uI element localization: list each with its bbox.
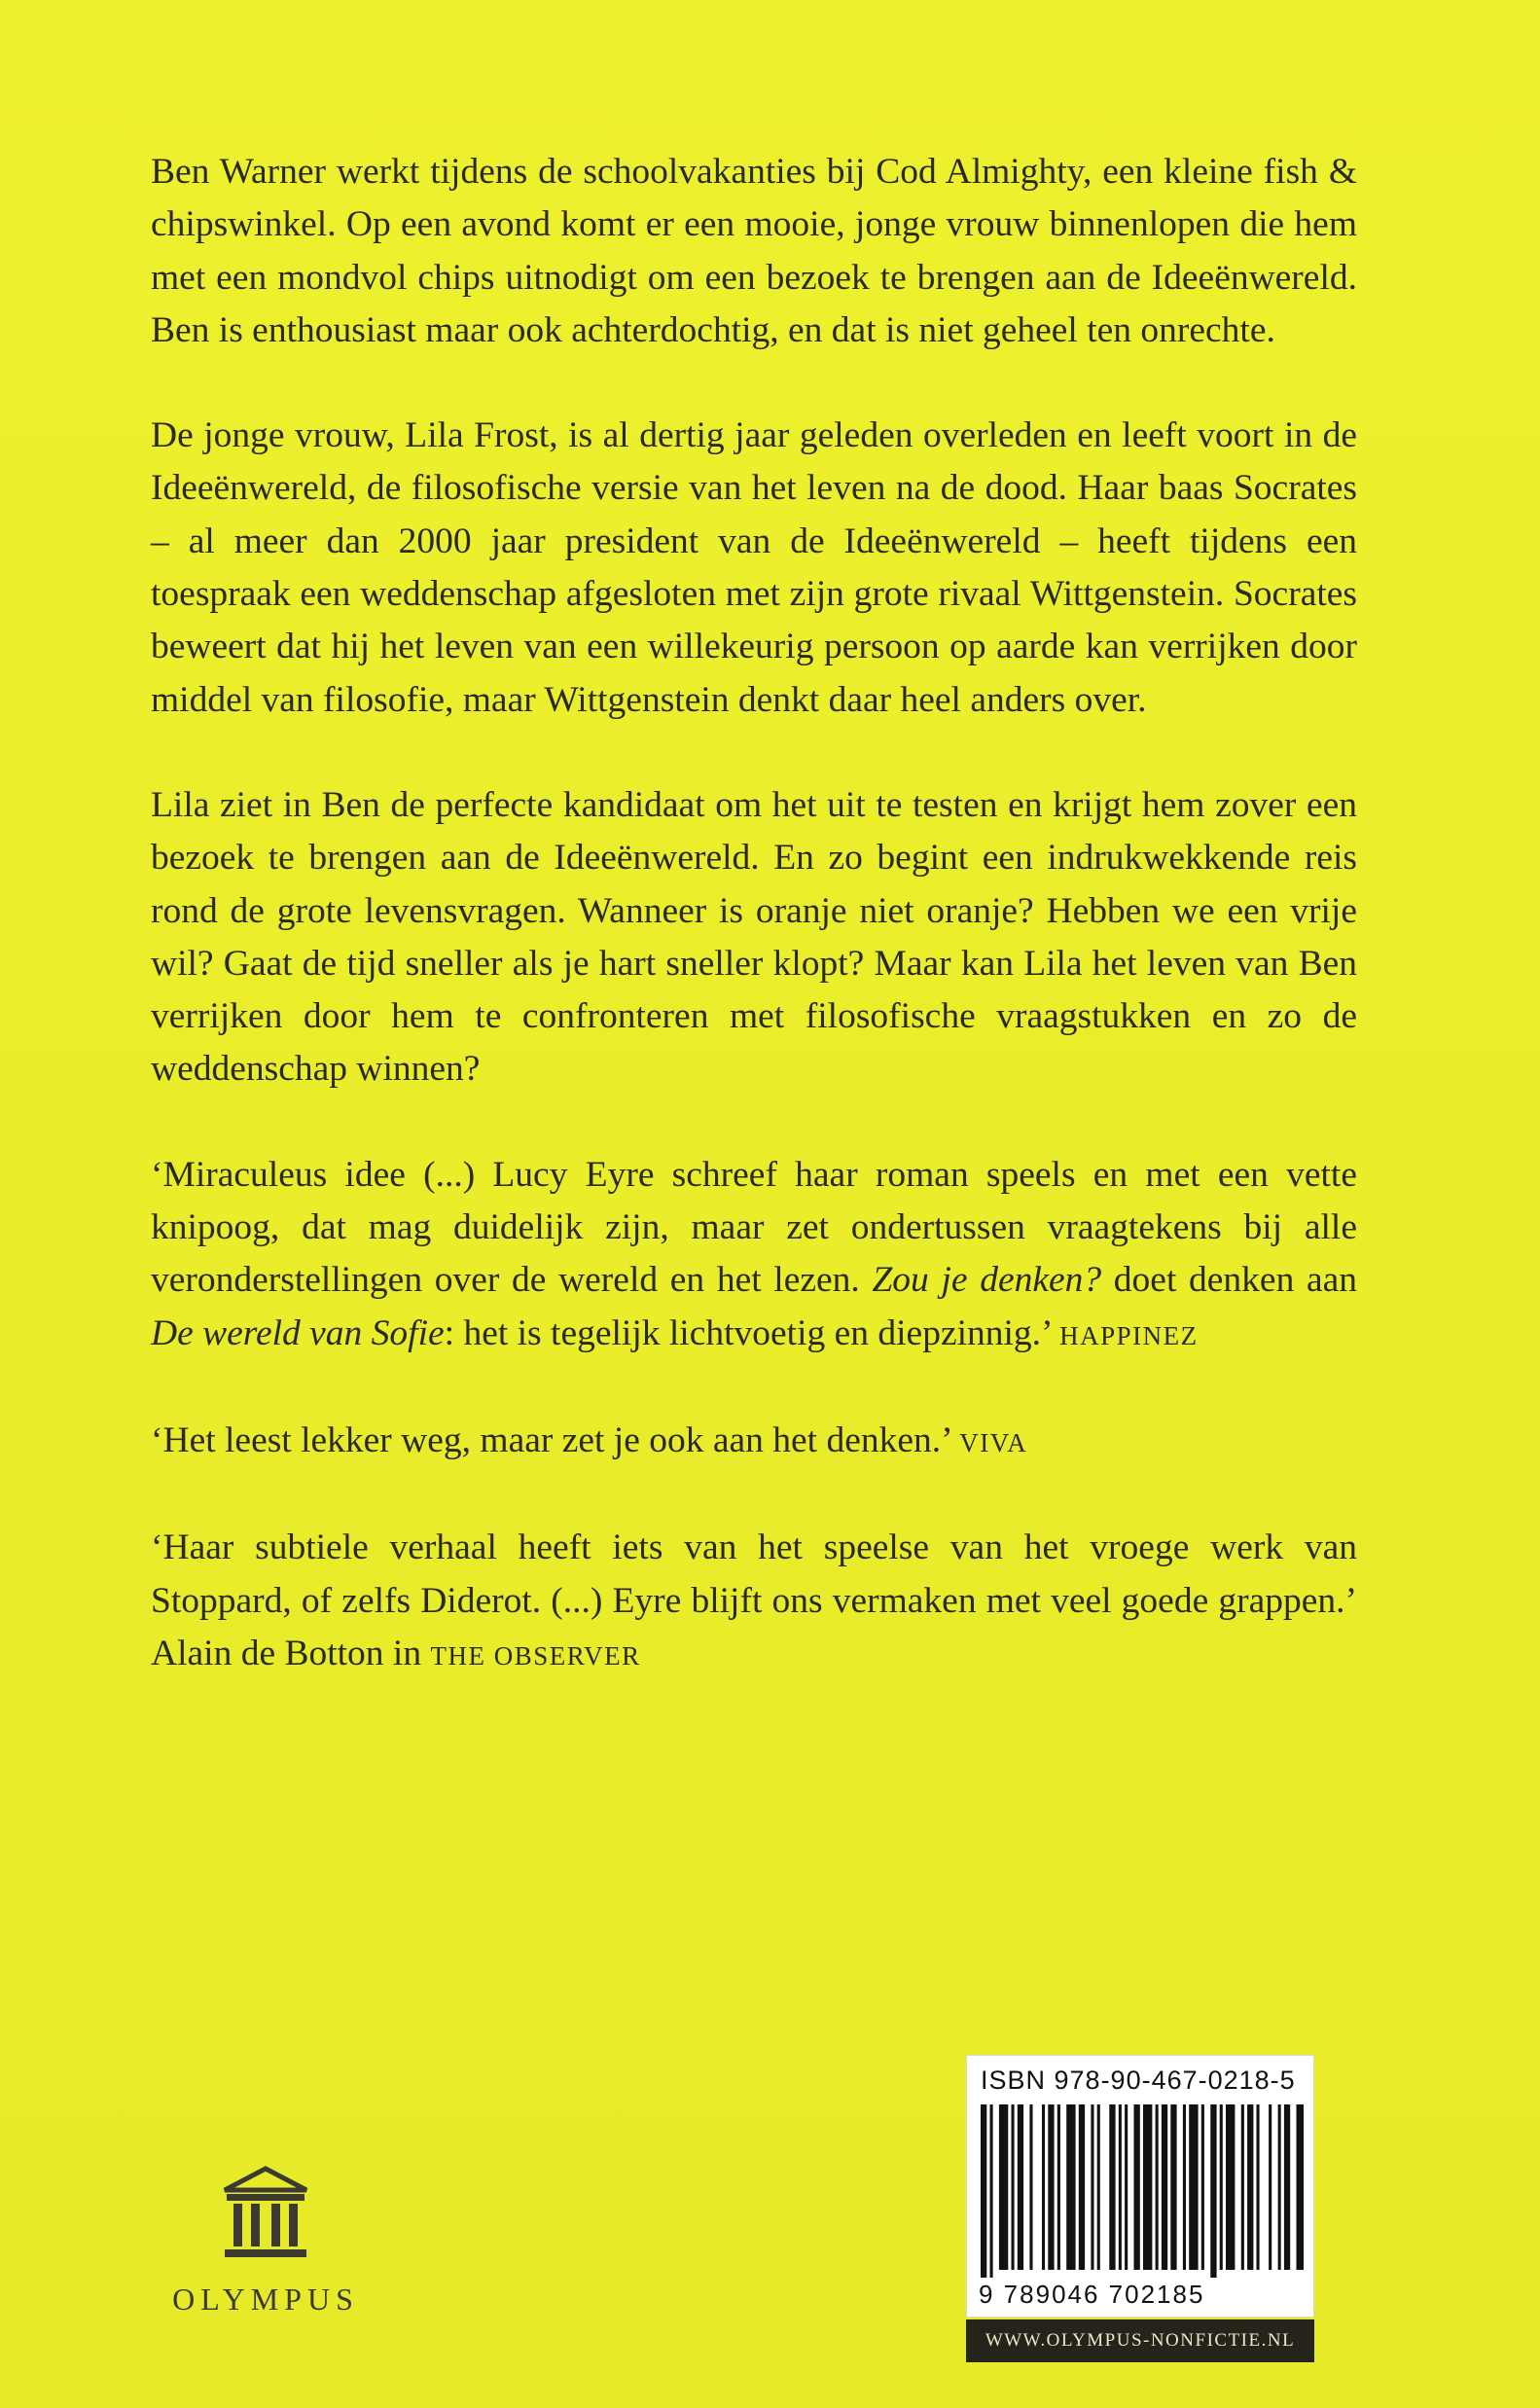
book-title-italic: De wereld van Sofie [151, 1312, 445, 1353]
review-quote-viva [151, 1415, 1357, 1469]
barcode-bar [981, 2104, 986, 2278]
quote-source: THE OBSERVER [430, 1640, 641, 1671]
ean-digits: 9 789046 702185 [979, 2280, 1205, 2309]
barcode-bar [999, 2104, 1008, 2270]
publisher-website: WWW.OLYMPUS-NONFICTIE.NL [966, 2319, 1314, 2362]
barcode-bar [1189, 2104, 1198, 2270]
review-quote-happinez [151, 1149, 1357, 1362]
barcode-bar [1297, 2104, 1305, 2270]
quote-source: VIVA [959, 1427, 1028, 1457]
barcode-bar [1156, 2104, 1159, 2270]
barcode-bar [1257, 2104, 1260, 2270]
temple-icon [221, 2165, 310, 2262]
quote-text: ‘Het leest lekker weg, maar zet je ook aan het denken.’ [151, 1420, 960, 1460]
barcode-bar [1170, 2104, 1176, 2270]
barcode-bar [1125, 2104, 1128, 2270]
review-quote-observer [151, 1522, 1357, 1682]
barcode-bar [1134, 2104, 1140, 2270]
publisher-name: OLYMPUS [172, 2282, 359, 2317]
barcode-bar [1097, 2104, 1100, 2270]
barcode-bar [1079, 2104, 1085, 2270]
barcode-bar [1162, 2104, 1167, 2270]
barcode-bar [1012, 2104, 1015, 2270]
blurb-paragraph-1: Ben Warner werkt tijdens de schoolvakanties bij Cod Almighty, een kleine fish & chipswinkel. Op een avond komt er een mooie, jonge vrouw binnenlopen die hem met een mondvol chips uitnodigt om een bezoek te brengen aan de Ideeënwereld. Ben is enthousiast maar ook achterdochtig, en dat is niet geheel ten onrechte. [151, 152, 1357, 350]
barcode-bar [1201, 2104, 1204, 2270]
quote-source: HAPPINEZ [1059, 1320, 1199, 1350]
barcode-bar [1057, 2104, 1060, 2270]
quote-text: doet denken aan [1101, 1260, 1358, 1301]
blurb-paragraph-3: Lila ziet in Ben de perfecte kandidaat om het uit te testen en krijgt hem zover een bezoek te brengen aan de Ideeënwereld. En zo begint een indrukwekkende reis rond de grote levensvragen. Wanneer is oranje niet oranje? Hebben we een vrije wil? Gaat de tijd sneller als je hart sneller klopt? Maar kan Lila het leven van Ben verrijken door hem te confronteren met filosofische vraagstukken en zo de weddenschap winnen? [151, 784, 1357, 1090]
barcode-bar [1284, 2104, 1290, 2270]
barcode-bar [1183, 2104, 1186, 2270]
barcode-bar [1220, 2104, 1223, 2270]
barcode-icon [977, 2104, 1304, 2278]
barcode-bar [1029, 2104, 1032, 2270]
barcode-bar [1226, 2104, 1235, 2270]
barcode-bar [1210, 2104, 1216, 2278]
barcode-bar [1066, 2104, 1075, 2270]
isbn-label: ISBN 978-90-467-0218-5 [981, 2066, 1296, 2095]
quote-text: ‘Haar subtiele verhaal heeft iets van het speelse van het vroege werk van Stoppard, of zelfs Diderot. (...) Eyre blijft ons vermaken met veel goede grappen.’ Alain de Botton in [151, 1527, 1357, 1673]
barcode-bar [1278, 2104, 1281, 2270]
blurb-text [151, 146, 1357, 1735]
barcode-bar [1048, 2104, 1054, 2270]
barcode-bar [1091, 2104, 1093, 2270]
barcode-bar [1119, 2104, 1122, 2270]
book-title-italic: Zou je denken? [872, 1260, 1102, 1301]
publisher-logo [144, 2165, 387, 2318]
quote-text: : het is tegelijk lichtvoetig en diepzinnig.’ [444, 1312, 1060, 1353]
barcode-bar [1109, 2104, 1115, 2270]
quote-text: ‘Miraculeus idee (...) Lucy Eyre schreef haar roman speels en met een vette knipoog, dat mag duidelijk zijn, maar zet ondertussen vraagtekens bij alle veronderstellingen over de wereld en het lezen. [151, 1154, 1357, 1301]
barcode-bar [990, 2104, 993, 2278]
barcode-bar [1269, 2104, 1271, 2270]
barcode-bar [1247, 2104, 1253, 2270]
barcode-panel [966, 2055, 1314, 2318]
blurb-paragraph-2: De jonge vrouw, Lila Frost, is al dertig jaar geleden overleden en leeft voort in de Ideeënwereld, de filosofische versie van het leven na de dood. Haar baas Socrates – al meer dan 2000 jaar president van de Ideeënwereld – heeft tijdens een toespraak een weddenschap afgesloten met zijn grote rivaal Wittgenstein. Socrates beweert dat hij het leven van een willekeurig persoon op aarde kan verrijken door middel van filosofie, maar Wittgenstein denkt daar heel anders over. [151, 415, 1357, 720]
barcode-bar [1143, 2104, 1152, 2270]
barcode-bar [1042, 2104, 1045, 2270]
barcode-bar [1018, 2104, 1023, 2270]
barcode-bar [1241, 2104, 1244, 2270]
